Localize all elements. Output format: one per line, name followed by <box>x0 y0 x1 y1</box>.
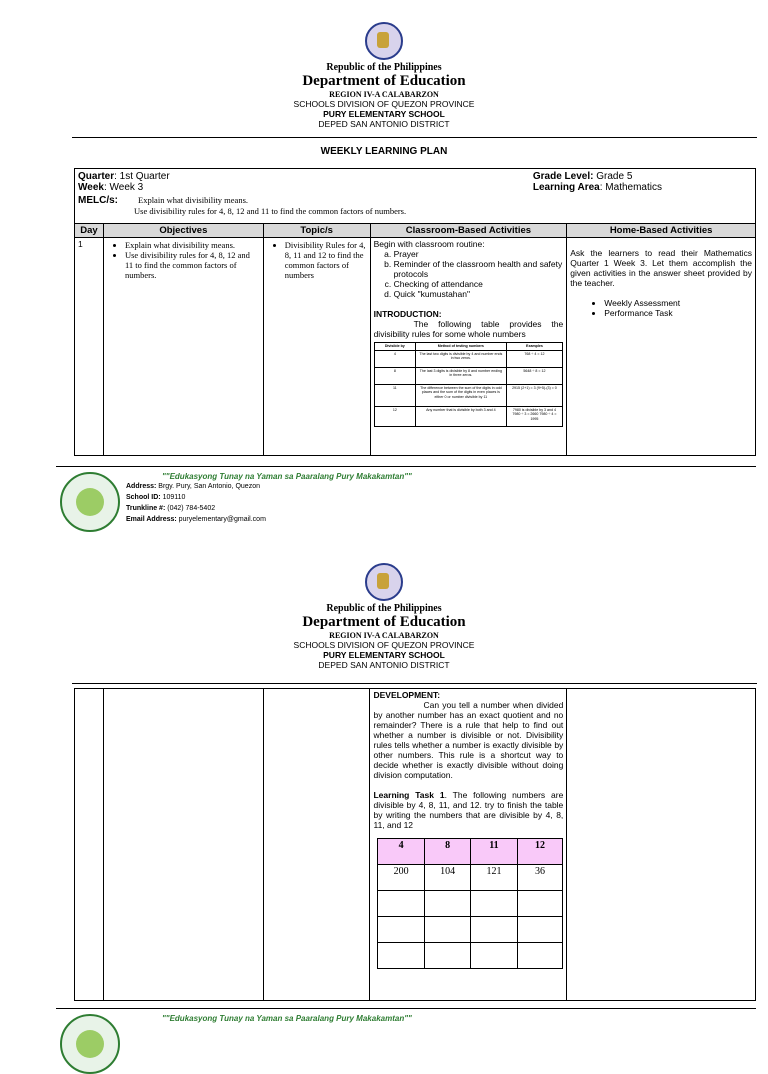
task-cell: 36 <box>517 865 563 891</box>
mini-cell: The last two digits is divisible by 4 and number ends in two zeros. <box>416 350 507 367</box>
mini-cell: 12 <box>374 406 416 426</box>
area-label: Learning Area <box>532 182 600 193</box>
mini-cell: The last 3 digits is divisible by 8 and number ending in three zeros. <box>416 367 507 384</box>
day-1-row <box>75 238 756 456</box>
quarter-value: : 1st Quarter <box>114 171 170 182</box>
region-label: REGION IV-A CALABARZON <box>329 631 439 640</box>
mini-cell: 2915 (2+1) = 3 (9+5)-(3) = 0 <box>506 384 563 406</box>
school-motto: ""Edukasyong Tunay na Yaman sa Paaralang Pury Makakamtan"" <box>162 472 412 481</box>
address-label: Address: <box>126 483 157 490</box>
task-cell: 200 <box>378 865 424 891</box>
task-answer-cell[interactable] <box>517 943 563 969</box>
divisibility-rules-table <box>374 342 564 427</box>
mini-cell: 8 <box>374 367 416 384</box>
task-header: 12 <box>517 839 563 865</box>
mini-cell: 4 <box>374 350 416 367</box>
mini-cell: 7980 is divisible by 3 and 4 7980 ÷ 3 = 2660 7980 ÷ 4 = 1995 <box>506 406 563 426</box>
objective-item: • Explain what divisibility means. <box>125 240 260 250</box>
routine-item: c. Checking of attendance <box>394 279 564 289</box>
grade-value: Grade 5 <box>593 171 633 182</box>
mini-cell: The difference between the sum of the digits in odd places and the sum of the digits in even places is either 0 or number divisible by 11 <box>416 384 507 406</box>
topic-item: • Divisibility Rules for 4, 8, 11 and 12 to find the common factors of numbers <box>285 240 367 280</box>
intro-text: The following table provides the divisibility rules for some whole numbers <box>373 319 564 339</box>
mini-cell: 11 <box>374 384 416 406</box>
task-answer-cell[interactable] <box>517 891 563 917</box>
col-day: Day <box>75 224 104 238</box>
column-header-row <box>75 224 756 238</box>
development-title: DEVELOPMENT: <box>373 690 441 700</box>
republic-label: Republic of the Philippines <box>326 62 442 73</box>
district-label: DEPED SAN ANTONIO DISTRICT <box>318 119 450 129</box>
classroom-cell <box>370 689 567 1001</box>
district-label: DEPED SAN ANTONIO DISTRICT <box>318 660 450 670</box>
task-cell: 121 <box>471 865 517 891</box>
weekly-plan-table-continued <box>74 688 756 1001</box>
task-header: 11 <box>471 839 517 865</box>
topics-cell <box>263 238 370 456</box>
trunkline-label: Trunkline #: <box>126 505 166 512</box>
intro-title: INTRODUCTION: <box>373 309 442 319</box>
learning-task-title: Learning Task 1 <box>373 790 445 800</box>
col-objectives: Objectives <box>103 224 263 238</box>
email-value: puryelementary@gmail.com <box>176 516 266 523</box>
classroom-cell <box>370 238 567 456</box>
grade-label: Grade Level: <box>532 171 594 182</box>
address-value: Brgy. Pury, San Antonio, Quezon <box>156 483 260 490</box>
task-answer-cell[interactable] <box>471 891 517 917</box>
division-label: SCHOOLS DIVISION OF QUEZON PROVINCE <box>293 99 475 109</box>
task-answer-cell[interactable] <box>471 943 517 969</box>
routine-item: b. Reminder of the classroom health and safety protocols <box>394 259 564 279</box>
school-motto: ""Edukasyong Tunay na Yaman sa Paaralang Pury Makakamtan"" <box>162 1014 412 1023</box>
republic-label: Republic of the Philippines <box>326 603 442 614</box>
melc-2: Use divisibility rules for 4, 8, 12 and 11 to find the common factors of numbers. <box>134 206 407 216</box>
letterhead <box>0 22 768 129</box>
home-text: Ask the learners to read their Mathematics Quarter 1 Week 3. Let them accomplish the given activities in the answer sheet provided by the teacher. <box>570 248 752 288</box>
learning-task-table <box>377 838 563 969</box>
home-item: • Performance Task <box>604 308 752 318</box>
task-answer-cell[interactable] <box>424 917 470 943</box>
development-text: Can you tell a number when divided by another number has an exact quotient and no remainder? There is a rule that help to find out whether a number is divisible or not. Divisibility rules tells whether a number is exactly divisible by other numbers. This rule is a shortcut way to decide whether is exactly divisible without doing division computation. <box>373 700 564 780</box>
task-answer-cell[interactable] <box>424 943 470 969</box>
mini-header: Examples <box>506 343 563 351</box>
quarter-label: Quarter <box>78 171 115 182</box>
plan-title: WEEKLY LEARNING PLAN <box>320 146 448 157</box>
task-answer-cell[interactable] <box>378 917 424 943</box>
home-cell <box>567 238 756 456</box>
objectives-cell <box>103 689 263 1001</box>
mini-header: Divisible by <box>374 343 416 351</box>
routine-item: a. Prayer <box>394 249 564 259</box>
schoolid-value: 109110 <box>160 494 186 501</box>
topics-cell <box>263 689 370 1001</box>
task-cell: 104 <box>424 865 470 891</box>
schoolid-label: School ID: <box>126 494 161 501</box>
week-label: Week <box>78 182 104 193</box>
day-cell: 1 <box>75 238 104 456</box>
mini-cell: Any number that is divisible by both 3 and 4 <box>416 406 507 426</box>
trunkline-value: (042) 784-5402 <box>165 505 216 512</box>
col-classroom: Classroom-Based Activities <box>370 224 567 238</box>
task-answer-cell[interactable] <box>517 917 563 943</box>
routine-item: d. Quick "kumustahan" <box>394 289 564 299</box>
day-1-row-continued <box>75 689 756 1001</box>
home-item: • Weekly Assessment <box>604 298 752 308</box>
mini-cell: 768 ÷ 4 = 12 <box>506 350 563 367</box>
division-label: SCHOOLS DIVISION OF QUEZON PROVINCE <box>293 640 475 650</box>
melc-1: Explain what divisibility means. <box>138 195 249 205</box>
task-header: 4 <box>378 839 424 865</box>
col-home: Home-Based Activities <box>567 224 756 238</box>
department-title: Department of Education <box>302 614 466 630</box>
task-answer-cell[interactable] <box>378 891 424 917</box>
home-cell <box>567 689 756 1001</box>
day-cell <box>75 689 104 1001</box>
melc-label: MELC/s: <box>78 195 118 206</box>
weekly-plan-table <box>74 168 756 456</box>
email-label: Email Address: <box>126 516 177 523</box>
task-answer-cell[interactable] <box>471 917 517 943</box>
department-title: Department of Education <box>302 73 466 89</box>
col-topics: Topic/s <box>263 224 370 238</box>
deped-seal-icon <box>365 22 403 60</box>
mini-cell: 5648 ÷ 8 = 12 <box>506 367 563 384</box>
area-value: : Mathematics <box>599 182 662 193</box>
header-divider <box>72 137 757 138</box>
task-answer-cell[interactable] <box>378 943 424 969</box>
region-label: REGION IV-A CALABARZON <box>329 90 439 99</box>
task-header: 8 <box>424 839 470 865</box>
footer-divider <box>56 1008 756 1009</box>
school-name: PURY ELEMENTARY SCHOOL <box>323 650 445 660</box>
task-answer-cell[interactable] <box>424 891 470 917</box>
deped-seal-icon <box>365 563 403 601</box>
mini-header: Method of testing numbers <box>416 343 507 351</box>
week-value: : Week 3 <box>103 182 144 193</box>
school-logo-icon <box>60 472 120 532</box>
objective-item: • Use divisibility rules for 4, 8, 12 and 11 to find the common factors of numbers. <box>125 250 260 280</box>
learning-task-text: . The following numbers are divisible by 4, 8, 11, and 12. try to finish the table by writing the numbers that are divisible by 4, 8, 11, and 12 <box>373 790 564 830</box>
footer-divider <box>56 466 756 467</box>
school-name: PURY ELEMENTARY SCHOOL <box>323 109 445 119</box>
school-logo-icon <box>60 1014 120 1074</box>
header-divider <box>72 683 757 684</box>
routine-intro: Begin with classroom routine: <box>373 239 485 249</box>
objectives-cell <box>103 238 263 456</box>
info-row <box>75 169 756 224</box>
letterhead-2 <box>0 563 768 670</box>
